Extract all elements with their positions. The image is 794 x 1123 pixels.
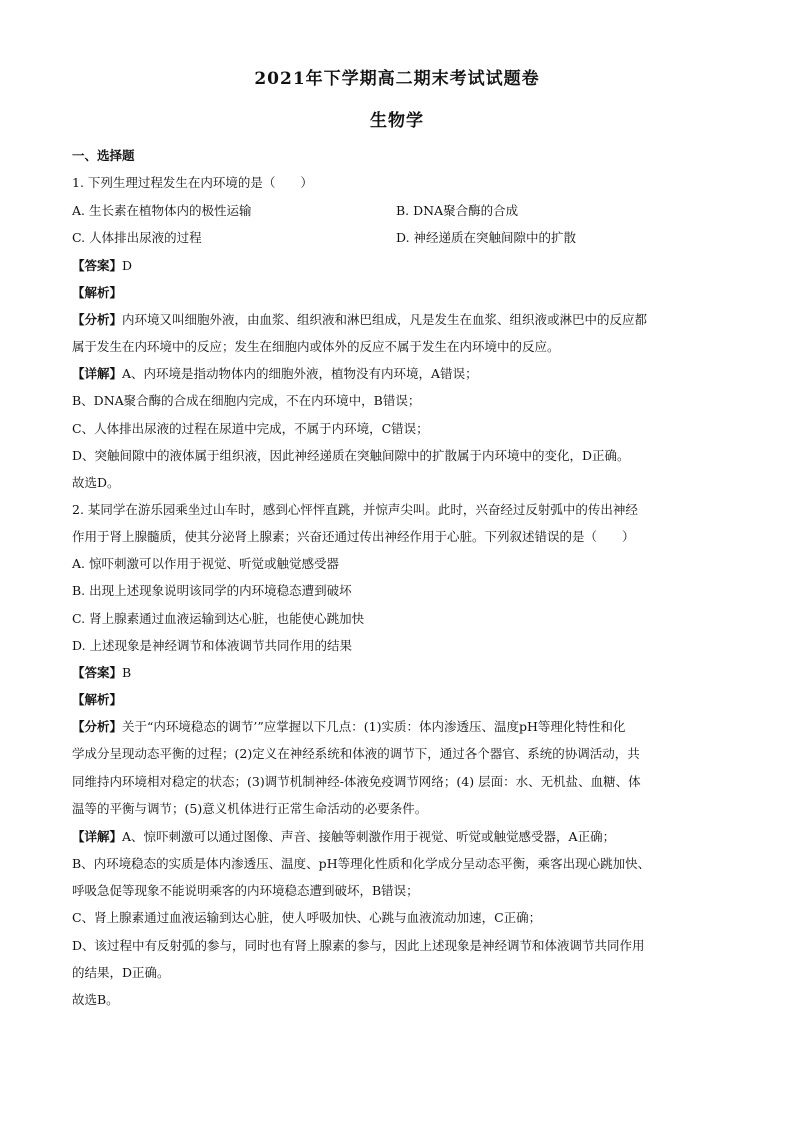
q2-detail-line-6: 的结果，D正确。 — [72, 965, 170, 980]
subject-title: 生物学 — [370, 111, 424, 131]
q2-analysis-tag: 【解析】 — [72, 692, 123, 707]
q2-answer-line — [72, 665, 732, 681]
q1-fenxi-line-2: 属于发生在内环境中的反应；发生在细胞内或体外的反应不属于发生在内环境中的反应。 — [72, 339, 560, 354]
q2-conclusion: 故选B。 — [72, 992, 119, 1007]
q2-answer: B — [122, 665, 132, 680]
exam-title: 2021年下学期高二期末考试试题卷 — [254, 69, 540, 89]
q1-detail-line-4: D、突触间隙中的液体属于组织液，因此神经递质在突触间隙中的扩散属于内环境中的变化，D正确。 — [72, 448, 630, 463]
q2-option-b: B. 出现上述现象说明该同学的内环境稳态遭到破坏 — [72, 583, 352, 598]
q2-fenxi-tag: 【分析】 — [72, 719, 123, 734]
q2-detail-line-4: C、肾上腺素通过血液运输到达心脏，使人呼吸加快、心跳与血液流动加速，C正确； — [72, 910, 542, 925]
q2-option-d: D. 上述现象是神经调节和体液调节共同作用的结果 — [72, 638, 353, 653]
q1-detail-line-3: C、人体排出尿液的过程在尿道中完成，不属于内环境，C错误； — [72, 421, 429, 436]
q2-detail-line-2: B、内环境稳态的实质是体内渗透压、温度、pH等理化性质和化学成分呈动态平衡，乘客出现心跳加快、 — [72, 856, 651, 871]
q1-detail-line-1 — [72, 366, 732, 382]
q1-answer-line — [72, 258, 732, 274]
q2-stem-line-1: 2. 某同学在游乐园乘坐过山车时，感到心怦怦直跳，并惊声尖叫。此时，兴奋经过反射弧中的传出神经 — [72, 502, 638, 517]
q1-detail-line-2: B、DNA聚合酶的合成在细胞内完成，不在内环境中，B错误； — [72, 393, 421, 408]
q2-detail-line-3: 呼吸急促等现象不能说明乘客的内环境稳态遭到破坏，B错误； — [72, 883, 419, 898]
q1-fenxi-tag: 【分析】 — [72, 312, 123, 327]
q2-detail-text-1: A、惊吓刺激可以通过图像、声音、接触等刺激作用于视觉、听觉或触觉感受器，A正确； — [122, 829, 616, 844]
q1-option-b: B. DNA聚合酶的合成 — [396, 203, 519, 218]
q1-fenxi-line-1 — [72, 312, 732, 328]
q1-option-d: D. 神经递质在突触间隙中的扩散 — [396, 230, 577, 245]
q2-fenxi-line-4: 温等的平衡与调节；(5)意义机体进行正常生命活动的必要条件。 — [72, 801, 428, 816]
q1-detail-text-1: A、内环境是指动物体内的细胞外液，植物没有内环境，A错误； — [122, 366, 478, 381]
q1-option-a: A. 生长素在植物体内的极性运输 — [72, 203, 252, 218]
q2-detail-line-5: D、该过程中有反射弧的参与，同时也有肾上腺素的参与，因此上述现象是神经调节和体液调节共同作用 — [72, 938, 645, 953]
q1-conclusion: 故选D。 — [72, 475, 120, 490]
q1-option-row-2 — [72, 230, 732, 246]
q2-detail-line-1 — [72, 829, 732, 845]
q2-fenxi-line-3: 同维持内环境相对稳定的状态；(3)调节机制神经-体液免疫调节网络；(4) 层面：水、无机盐、血糖、体 — [72, 774, 641, 789]
q2-detail-tag: 【详解】 — [72, 829, 123, 844]
q2-option-c: C. 肾上腺素通过血液运输到达心脏，也能使心跳加快 — [72, 611, 365, 626]
q2-fenxi-line-2: 学成分呈现动态平衡的过程；(2)定义在神经系统和体液的调节下，通过各个器官、系统的协调活动，共 — [72, 746, 640, 761]
q1-stem: 1. 下列生理过程发生在内环境的是（ ） — [72, 175, 313, 190]
q1-option-c: C. 人体排出尿液的过程 — [72, 230, 202, 245]
q1-fenxi-text-1: 内环境又叫细胞外液，由血浆、组织液和淋巴组成，凡是发生在血浆、组织液或淋巴中的反应都 — [122, 312, 648, 327]
q2-fenxi-text-1: 关于“内环境稳态的调节’”应掌握以下几点：(1)实质：体内渗透压、温度pH等理化特性和化 — [122, 719, 626, 734]
q2-answer-tag: 【答案】 — [72, 665, 123, 680]
q1-option-row-1 — [72, 203, 732, 219]
section-heading: 一、选择题 — [72, 148, 135, 163]
q2-stem-line-2: 作用于肾上腺髓质，使其分泌肾上腺素；兴奋还通过传出神经作用于心脏。下列叙述错误的是（ ） — [72, 529, 635, 544]
q1-answer: D — [122, 258, 133, 273]
q1-analysis-tag: 【解析】 — [72, 285, 123, 300]
q1-detail-tag: 【详解】 — [72, 366, 123, 381]
q2-fenxi-line-1 — [72, 719, 732, 735]
q1-answer-tag: 【答案】 — [72, 258, 123, 273]
q2-option-a: A. 惊吓刺激可以作用于视觉、听觉或触觉感受器 — [72, 556, 339, 571]
